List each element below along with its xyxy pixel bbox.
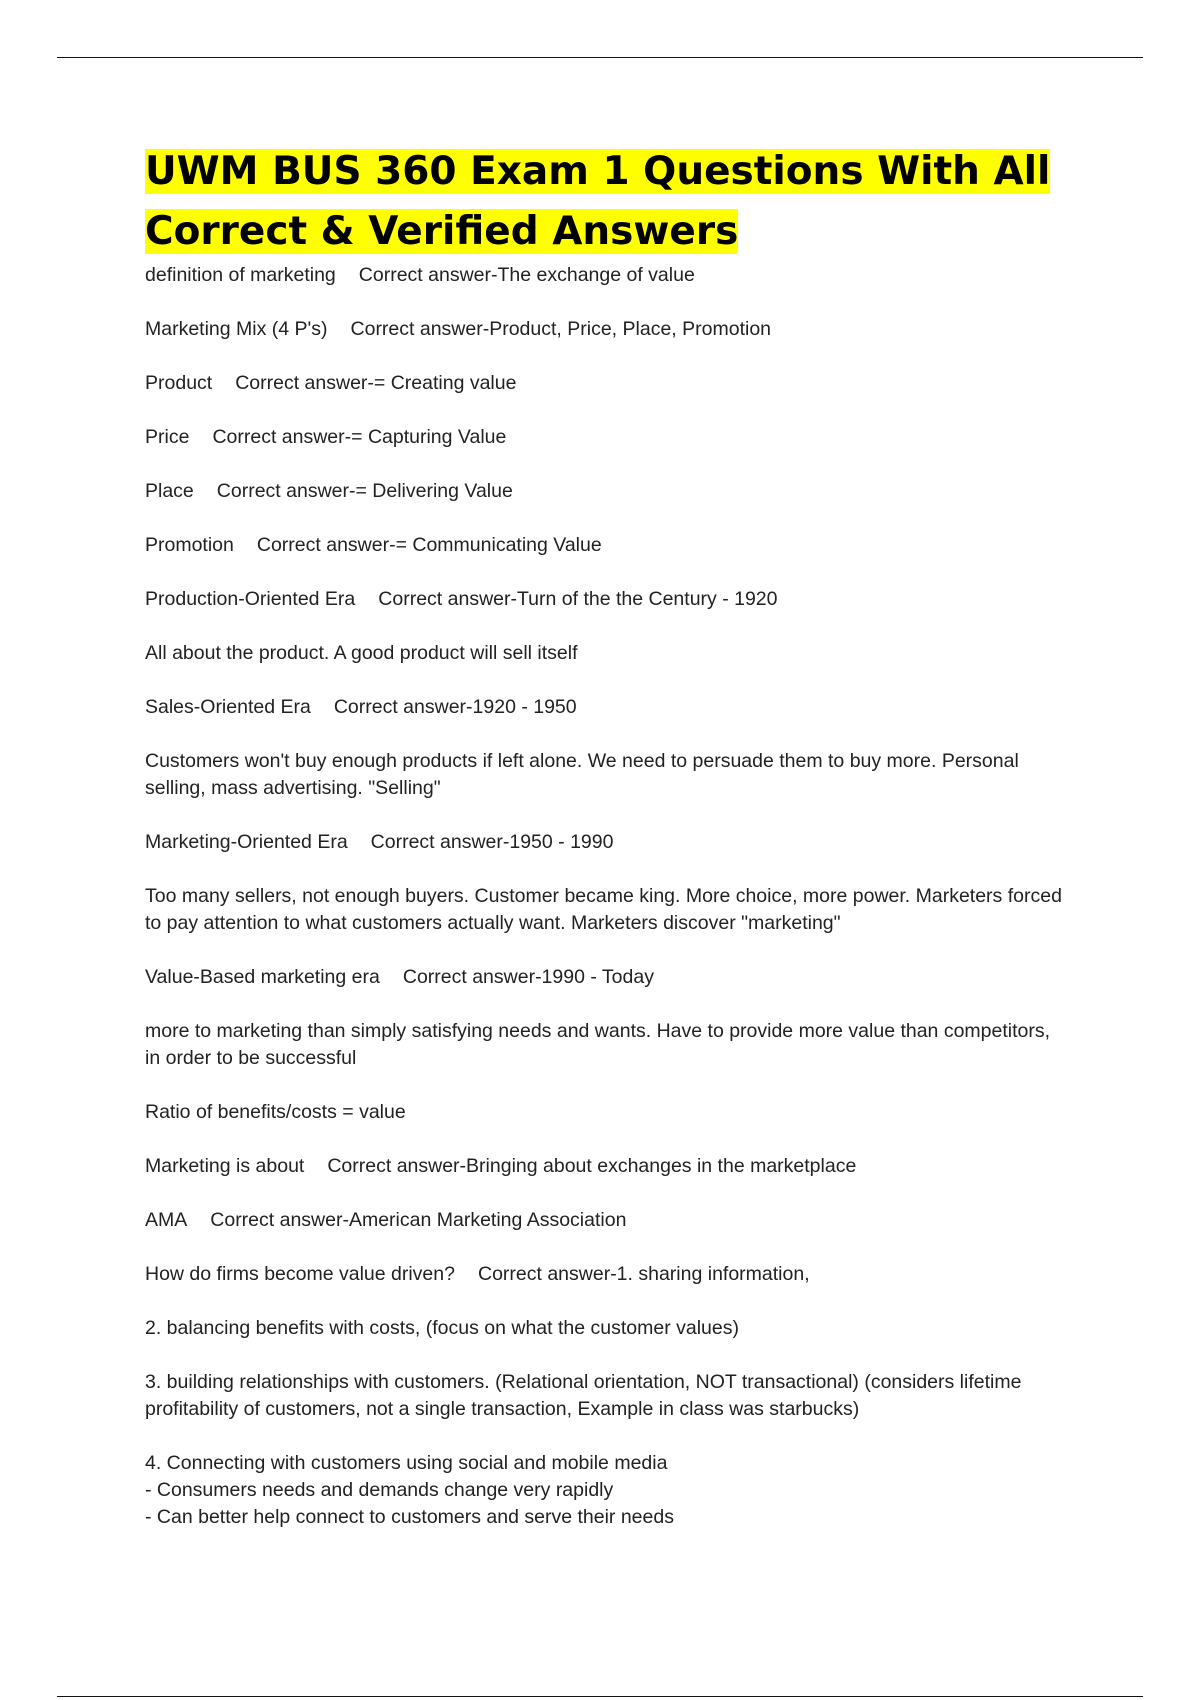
qa-term: Marketing is about [145,1155,305,1177]
qa-note: 2. balancing benefits with costs, (focus on what the customer values) [145,1317,739,1339]
qa-answer: Correct answer-Turn of the the Century - 1920 [378,588,778,610]
qa-term: Price [145,426,190,448]
page-bottom-rule [57,1696,1143,1697]
qa-item [145,829,1065,856]
qa-item [145,478,1065,505]
qa-answer: Correct answer-Bringing about exchanges in the marketplace [327,1155,857,1177]
qa-answer: Correct answer-The exchange of value [358,264,695,286]
title-line-1: UWM BUS 360 Exam 1 Questions With All [145,149,1051,194]
qa-item [145,262,1065,289]
qa-answer: Correct answer-1950 - 1990 [370,831,614,853]
qa-term: Promotion [145,534,234,556]
qa-note: Ratio of benefits/costs = value [145,1101,406,1123]
qa-answer: Correct answer-1. sharing information, [477,1263,810,1285]
qa-item [145,370,1065,397]
qa-answer: Correct answer-Product, Price, Place, Promotion [350,318,772,340]
page-top-rule [57,57,1143,58]
qa-item [145,1261,1065,1288]
qa-note: more to marketing than simply satisfying needs and wants. Have to provide more value than competitors, in order to be successful [145,1020,1051,1069]
title-line-2: Correct & Verified Answers [145,209,739,254]
qa-term: Marketing Mix (4 P's) [145,318,328,340]
qa-item [145,694,1065,721]
qa-item [145,1153,1065,1180]
qa-note-line: - Consumers needs and demands change very rapidly [145,1479,614,1501]
qa-term: definition of marketing [145,264,336,286]
qa-answer: Correct answer-= Creating value [235,372,517,394]
qa-answer: Correct answer-= Delivering Value [216,480,513,502]
qa-term: Value-Based marketing era [145,966,380,988]
qa-note-line: - Can better help connect to customers and serve their needs [145,1506,674,1528]
qa-term: Sales-Oriented Era [145,696,311,718]
qa-term: Production-Oriented Era [145,588,356,610]
qa-item [145,424,1065,451]
qa-answer: Correct answer-= Communicating Value [256,534,602,556]
qa-term: AMA [145,1209,188,1231]
qa-note-block [145,1450,1065,1531]
qa-list [145,262,1065,1531]
qa-item [145,586,1065,613]
document-title [145,142,1065,262]
qa-answer: Correct answer-1920 - 1950 [333,696,577,718]
qa-item [145,532,1065,559]
qa-term: Marketing-Oriented Era [145,831,348,853]
qa-note: 3. building relationships with customers. (Relational orientation, NOT transactional) (considers lifetime profitability of customers, not a single transaction, Example in class was starbucks) [145,1371,1022,1420]
qa-term: How do firms become value driven? [145,1263,455,1285]
qa-answer: Correct answer-= Capturing Value [212,426,507,448]
qa-note: Customers won't buy enough products if left alone. We need to persuade them to buy more. Personal selling, mass advertising. "Selling" [145,750,1019,799]
qa-term: Place [145,480,194,502]
qa-item [145,316,1065,343]
document-body [145,142,1065,1558]
qa-answer: Correct answer-1990 - Today [402,966,654,988]
qa-note: Too many sellers, not enough buyers. Customer became king. More choice, more power. Marketers forced to pay attention to what customers actually want. Marketers discover "marketing" [145,885,1062,934]
qa-item [145,1207,1065,1234]
qa-answer: Correct answer-American Marketing Association [210,1209,627,1231]
qa-note: All about the product. A good product will sell itself [145,642,578,664]
qa-term: Product [145,372,213,394]
qa-note-line: 4. Connecting with customers using social and mobile media [145,1452,668,1474]
qa-item [145,964,1065,991]
